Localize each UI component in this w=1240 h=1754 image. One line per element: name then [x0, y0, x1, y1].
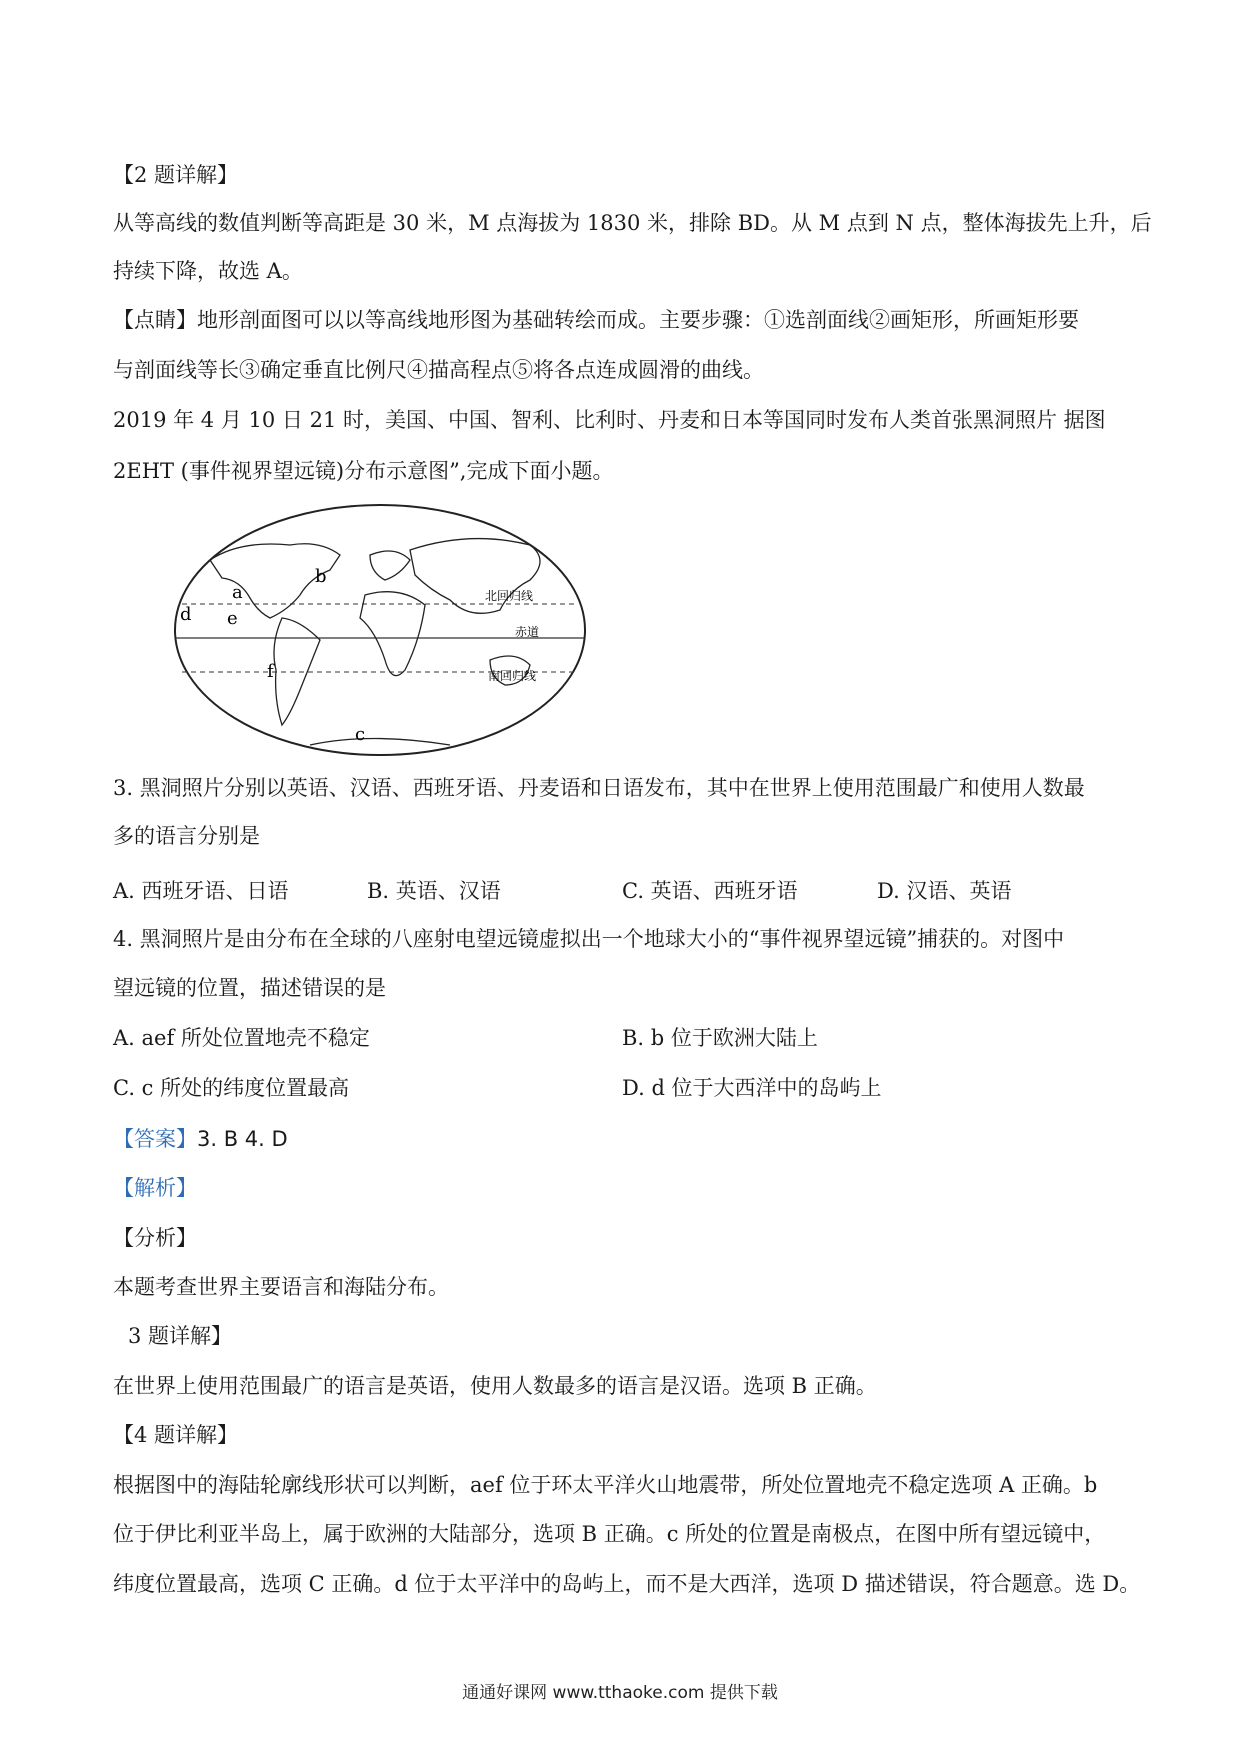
- tropic-capricorn-label: 南回归线: [488, 669, 537, 683]
- answer-line: [113, 1126, 1133, 1152]
- question-4-line: 望远镜的位置，描述错误的是: [113, 976, 386, 1000]
- detail3-heading: 3 题详解】: [128, 1324, 233, 1348]
- answer-tag: 【答案】: [113, 1127, 197, 1151]
- intro-line: 2EHT (事件视界望远镜)分布示意图”,完成下面小题。: [113, 459, 614, 483]
- world-map-figure: [170, 500, 590, 760]
- intro-line: 2019 年 4 月 10 日 21 时，美国、中国、智利、比利时、丹麦和日本等国同时发布人类首张黑洞照片 据图: [113, 408, 1106, 432]
- detail2-line: 从等高线的数值判断等高距是 30 米，M 点海拔为 1830 米，排除 BD。从 M 点到 N 点，整体海拔先上升，后: [113, 211, 1152, 235]
- point-c: c: [355, 724, 366, 745]
- antarctica-outline: [310, 739, 450, 746]
- q4-option-a: A. aef 所处位置地壳不稳定: [113, 1026, 370, 1050]
- equator-label: 赤道: [515, 625, 540, 639]
- point-b: b: [315, 566, 327, 587]
- point-f: f: [267, 661, 274, 682]
- question-3-line: 多的语言分别是: [113, 824, 260, 848]
- detail2-line: 持续下降，故选 A。: [113, 259, 303, 283]
- detail2-heading: 【2 题详解】: [113, 163, 239, 187]
- question-4-line: 4. 黑洞照片是由分布在全球的八座射电望远镜虚拟出一个地球大小的“事件视界望远镜”捕获的。对图中: [113, 927, 1065, 951]
- detail4-line: 纬度位置最高，选项 C 正确。d 位于太平洋中的岛屿上，而不是大西洋，选项 D 描述错误，符合题意。选 D。: [113, 1572, 1141, 1596]
- point-e: e: [227, 608, 238, 629]
- q4-option-b: B. b 位于欧洲大陆上: [622, 1026, 818, 1050]
- tropic-cancer-label: 北回归线: [485, 589, 534, 603]
- south-america-outline: [274, 618, 320, 725]
- europe-outline: [370, 551, 410, 580]
- tip-line: 【点睛】地形剖面图可以以等高线地形图为基础转绘而成。主要步骤：①选剖面线②画矩形，所画矩形要: [113, 308, 1079, 332]
- point-a: a: [232, 582, 243, 603]
- answer-text: 3. B 4. D: [197, 1127, 288, 1151]
- continent-outlines: [210, 539, 540, 745]
- q4-option-d: D. d 位于大西洋中的岛屿上: [622, 1076, 882, 1100]
- q3-option-d: D. 汉语、英语: [877, 879, 1012, 903]
- detail3-text: 在世界上使用范围最广的语言是英语，使用人数最多的语言是汉语。选项 B 正确。: [113, 1374, 877, 1398]
- q3-option-c: C. 英语、西班牙语: [622, 879, 798, 903]
- page-footer: 通通好课网 www.tthaoke.com 提供下载: [462, 1683, 778, 1703]
- analysis-tag: 【解析】: [113, 1176, 197, 1200]
- detail4-line: 位于伊比利亚半岛上，属于欧洲的大陆部分，选项 B 正确。c 所处的位置是南极点，在图中所有望远镜中，: [113, 1522, 1106, 1546]
- q3-option-a: A. 西班牙语、日语: [113, 879, 289, 903]
- point-d: d: [180, 604, 192, 625]
- q4-option-c: C. c 所处的纬度位置最高: [113, 1076, 350, 1100]
- tip-line: 与剖面线等长③确定垂直比例尺④描高程点⑤将各点连成圆滑的曲线。: [113, 358, 764, 382]
- fenxi-text: 本题考查世界主要语言和海陆分布。: [113, 1275, 449, 1299]
- question-3-line: 3. 黑洞照片分别以英语、汉语、西班牙语、丹麦语和日语发布，其中在世界上使用范围最广和使用人数最: [113, 776, 1085, 800]
- q3-option-b: B. 英语、汉语: [367, 879, 501, 903]
- detail4-heading: 【4 题详解】: [113, 1423, 239, 1447]
- fenxi-heading: 【分析】: [113, 1226, 197, 1250]
- detail4-line: 根据图中的海陆轮廓线形状可以判断，aef 位于环太平洋火山地震带，所处位置地壳不稳定选项 A 正确。b: [113, 1473, 1098, 1497]
